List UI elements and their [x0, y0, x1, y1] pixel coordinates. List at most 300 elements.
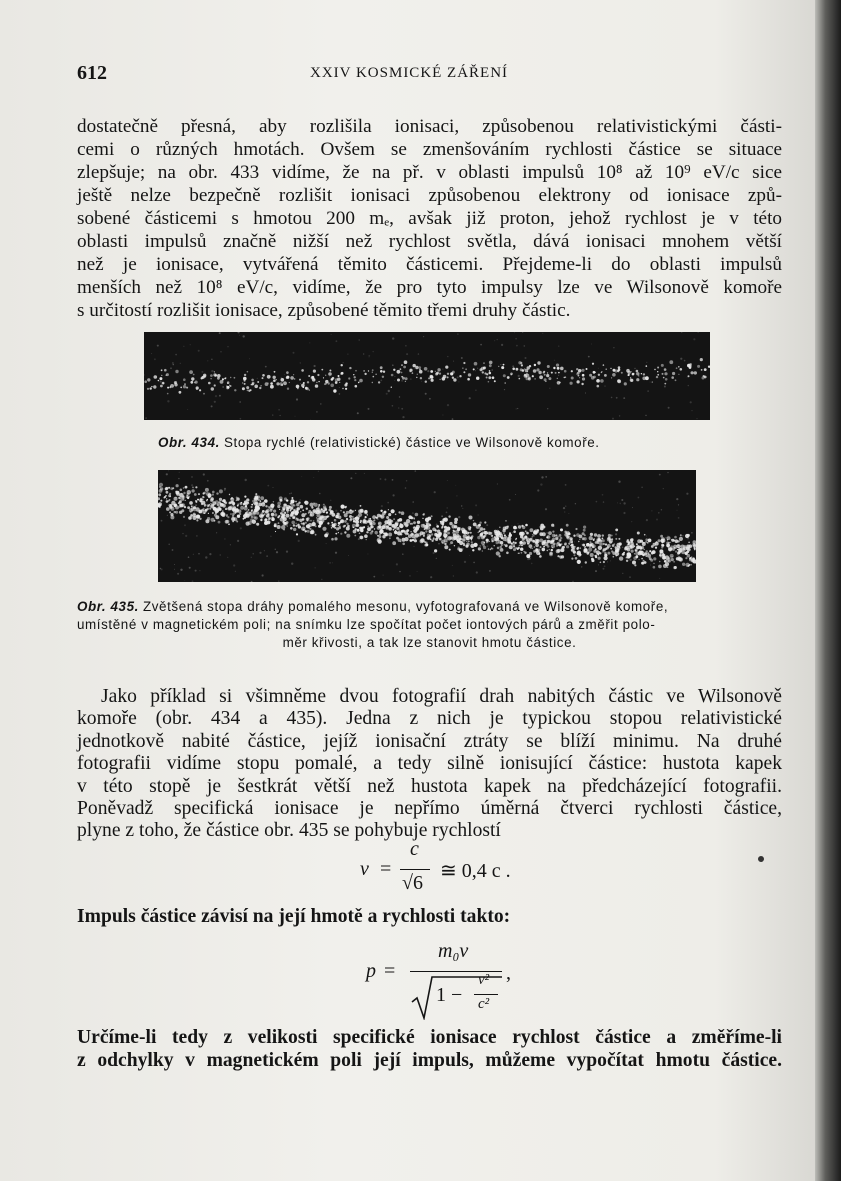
- track-droplet: [334, 519, 337, 522]
- track-droplet: [494, 380, 496, 382]
- track-droplet: [456, 539, 458, 541]
- background-grain: [434, 491, 436, 493]
- track-droplet: [483, 362, 485, 364]
- background-grain: [540, 483, 542, 485]
- background-grain: [515, 494, 516, 495]
- track-droplet: [232, 506, 236, 510]
- track-droplet: [544, 374, 546, 376]
- track-droplet: [534, 364, 536, 366]
- track-droplet: [244, 513, 248, 517]
- track-droplet: [227, 382, 229, 384]
- track-droplet: [633, 556, 637, 560]
- track-droplet: [539, 539, 543, 543]
- track-droplet: [626, 560, 628, 562]
- track-droplet: [209, 508, 211, 510]
- track-droplet: [579, 547, 581, 549]
- track-droplet: [613, 369, 616, 372]
- track-droplet: [257, 381, 259, 383]
- caption-line: měr křivosti, a tak lze stanovit hmotu částice.: [282, 635, 577, 650]
- track-droplet: [265, 518, 268, 521]
- track-droplet: [501, 366, 504, 369]
- background-grain: [278, 409, 280, 411]
- background-grain: [185, 535, 187, 537]
- track-droplet: [237, 515, 240, 518]
- track-droplet: [313, 370, 316, 373]
- track-droplet: [494, 530, 497, 533]
- background-grain: [160, 381, 162, 383]
- track-droplet: [279, 509, 280, 510]
- track-droplet: [281, 525, 285, 529]
- track-droplet: [627, 554, 631, 558]
- track-droplet: [556, 542, 560, 546]
- track-droplet: [367, 521, 369, 523]
- track-droplet: [520, 548, 523, 551]
- track-droplet: [611, 377, 612, 378]
- track-droplet: [395, 514, 397, 516]
- track-droplet: [361, 510, 364, 513]
- track-droplet: [613, 543, 615, 545]
- track-droplet: [457, 528, 461, 532]
- track-droplet: [391, 387, 392, 388]
- track-droplet: [447, 376, 449, 378]
- track-droplet: [359, 533, 361, 535]
- track-droplet: [687, 548, 691, 552]
- background-grain: [457, 376, 459, 378]
- track-droplet: [270, 509, 273, 512]
- track-droplet: [295, 501, 297, 503]
- track-droplet: [202, 496, 204, 498]
- track-droplet: [449, 549, 451, 551]
- track-droplet: [656, 541, 658, 543]
- track-droplet: [612, 552, 615, 555]
- background-grain: [415, 470, 417, 472]
- track-droplet: [303, 529, 305, 531]
- track-droplet: [583, 526, 586, 529]
- track-droplet: [254, 516, 257, 519]
- background-grain: [651, 510, 652, 511]
- track-droplet: [321, 515, 324, 518]
- track-droplet: [175, 370, 178, 373]
- track-droplet: [191, 489, 194, 492]
- track-droplet: [211, 387, 214, 390]
- track-droplet: [174, 383, 177, 386]
- track-droplet: [344, 506, 346, 508]
- text-line: z odchylky v magnetickém poli její impuls, můžeme vypočítat hmotu částice.: [77, 1050, 782, 1071]
- track-droplet: [480, 368, 483, 371]
- track-droplet: [483, 546, 486, 549]
- track-droplet: [610, 368, 611, 369]
- background-grain: [604, 565, 606, 567]
- track-droplet: [325, 383, 327, 385]
- track-droplet: [496, 541, 499, 544]
- track-droplet: [658, 565, 662, 569]
- track-droplet: [190, 381, 193, 384]
- background-grain: [659, 474, 661, 476]
- background-grain: [575, 503, 576, 504]
- background-grain: [479, 545, 481, 547]
- track-droplet: [370, 532, 373, 535]
- track-droplet: [400, 541, 401, 542]
- track-droplet: [367, 527, 371, 531]
- background-grain: [180, 363, 181, 364]
- track-droplet: [449, 536, 452, 539]
- text-line: cemi o různých hmotách. Ovšem se zmenšováním rychlosti částice se situace: [77, 139, 782, 160]
- track-droplet: [444, 530, 448, 534]
- track-droplet: [367, 531, 369, 533]
- track-droplet: [639, 550, 642, 553]
- track-droplet: [279, 382, 283, 386]
- track-droplet: [186, 495, 188, 497]
- track-droplet: [353, 518, 355, 520]
- track-droplet: [185, 486, 188, 489]
- background-grain: [531, 563, 533, 565]
- track-droplet: [466, 533, 467, 534]
- track-droplet: [602, 550, 603, 551]
- background-grain: [512, 365, 514, 367]
- text-line: ještě nelze bezpečně rozlišit ionisaci způsobenou elektrony od ionisace způ-: [77, 185, 782, 206]
- track-droplet: [582, 544, 585, 547]
- track-droplet: [565, 376, 567, 378]
- track-droplet: [237, 508, 238, 509]
- track-droplet: [409, 369, 412, 372]
- background-grain: [265, 366, 267, 368]
- track-droplet: [444, 538, 448, 542]
- track-droplet: [660, 555, 663, 558]
- background-grain: [211, 370, 213, 372]
- equation-velocity: [360, 838, 560, 898]
- background-grain: [512, 532, 513, 533]
- track-droplet: [646, 555, 648, 557]
- track-droplet: [286, 371, 289, 374]
- track-droplet: [214, 371, 215, 372]
- track-droplet: [671, 558, 674, 561]
- track-droplet: [313, 502, 315, 504]
- track-droplet: [378, 525, 381, 528]
- track-droplet: [425, 530, 427, 532]
- cloud-chamber-track-image: [144, 332, 710, 420]
- track-droplet: [515, 539, 517, 541]
- track-droplet: [471, 541, 473, 543]
- background-grain: [549, 388, 550, 389]
- background-grain: [539, 557, 540, 558]
- track-droplet: [525, 530, 527, 532]
- track-droplet: [168, 487, 170, 489]
- track-droplet: [498, 366, 499, 367]
- track-droplet: [291, 521, 295, 525]
- track-droplet: [331, 378, 334, 381]
- background-grain: [253, 553, 254, 554]
- track-droplet: [412, 372, 414, 374]
- track-droplet: [247, 390, 249, 392]
- track-droplet: [435, 529, 437, 531]
- background-grain: [145, 417, 147, 419]
- track-droplet: [579, 539, 580, 540]
- track-droplet: [355, 370, 357, 372]
- background-grain: [386, 393, 388, 395]
- track-droplet: [367, 514, 368, 515]
- track-droplet: [652, 550, 656, 554]
- background-grain: [167, 400, 169, 402]
- track-droplet: [461, 538, 463, 540]
- track-droplet: [158, 380, 160, 382]
- track-droplet: [404, 360, 408, 364]
- background-grain: [293, 352, 295, 354]
- background-grain: [615, 533, 617, 535]
- background-grain: [289, 493, 290, 494]
- track-droplet: [584, 548, 588, 552]
- track-droplet: [360, 536, 363, 539]
- track-droplet: [307, 381, 309, 383]
- background-grain: [563, 507, 565, 509]
- track-droplet: [402, 543, 405, 546]
- background-grain: [249, 358, 250, 359]
- background-grain: [512, 525, 513, 526]
- track-droplet: [643, 373, 645, 375]
- track-droplet: [648, 539, 652, 543]
- background-grain: [452, 418, 454, 420]
- track-droplet: [520, 368, 523, 371]
- track-droplet: [654, 369, 655, 370]
- track-droplet: [571, 370, 573, 372]
- track-droplet: [259, 387, 261, 389]
- track-droplet: [570, 382, 573, 385]
- track-droplet: [632, 561, 636, 565]
- background-grain: [417, 571, 418, 572]
- background-grain: [497, 339, 498, 340]
- track-droplet: [254, 385, 258, 389]
- background-grain: [380, 380, 382, 382]
- track-droplet: [273, 376, 276, 379]
- track-droplet: [466, 543, 469, 546]
- track-droplet: [265, 521, 269, 525]
- background-grain: [497, 484, 498, 485]
- track-droplet: [461, 528, 465, 532]
- background-grain: [621, 499, 623, 501]
- track-droplet: [527, 371, 529, 373]
- track-droplet: [685, 534, 689, 538]
- background-grain: [623, 502, 625, 504]
- track-droplet: [420, 377, 422, 379]
- background-grain: [547, 408, 548, 409]
- track-droplet: [167, 393, 169, 395]
- background-grain: [330, 525, 331, 526]
- track-droplet: [251, 504, 253, 506]
- track-droplet: [703, 375, 705, 377]
- track-droplet: [533, 535, 534, 536]
- background-grain: [290, 524, 292, 526]
- track-droplet: [178, 502, 180, 504]
- track-droplet: [212, 512, 214, 514]
- track-droplet: [299, 519, 302, 522]
- track-droplet: [661, 364, 664, 367]
- background-grain: [319, 493, 321, 495]
- track-droplet: [353, 374, 354, 375]
- track-droplet: [159, 489, 163, 493]
- track-droplet: [613, 556, 615, 558]
- background-grain: [314, 365, 316, 367]
- track-droplet: [694, 371, 697, 374]
- track-droplet: [502, 529, 505, 532]
- track-droplet: [664, 368, 667, 371]
- track-droplet: [634, 553, 635, 554]
- track-droplet: [215, 500, 219, 504]
- track-droplet: [184, 506, 186, 508]
- track-droplet: [634, 564, 636, 566]
- track-droplet: [452, 377, 454, 379]
- track-droplet: [345, 388, 347, 390]
- track-droplet: [414, 539, 417, 542]
- background-grain: [280, 415, 281, 416]
- track-droplet: [515, 547, 517, 549]
- background-grain: [243, 335, 245, 337]
- track-droplet: [346, 527, 350, 531]
- track-droplet: [665, 378, 668, 381]
- eq1-denominator: √6: [402, 872, 423, 894]
- background-grain: [518, 375, 520, 377]
- background-grain: [406, 353, 408, 355]
- background-grain: [369, 357, 370, 358]
- track-droplet: [562, 546, 564, 548]
- track-droplet: [195, 500, 197, 502]
- track-droplet: [557, 381, 561, 385]
- background-grain: [358, 339, 360, 341]
- track-droplet: [518, 525, 521, 528]
- track-droplet: [486, 377, 488, 379]
- photo-background: [144, 332, 710, 420]
- track-droplet: [229, 502, 232, 505]
- track-droplet: [239, 513, 241, 515]
- background-grain: [267, 485, 269, 487]
- background-grain: [201, 513, 202, 514]
- background-grain: [394, 380, 395, 381]
- background-grain: [175, 354, 177, 356]
- track-droplet: [401, 364, 403, 366]
- text-line: sobené částicemi s hmotou 200 mₑ, avšak již proton, jehož rychlost je v této: [77, 208, 782, 229]
- background-grain: [462, 508, 463, 509]
- track-droplet: [606, 369, 607, 370]
- text-line: Impuls částice závisí na její hmotě a rychlosti takto:: [77, 906, 511, 927]
- background-grain: [373, 576, 375, 578]
- background-grain: [245, 479, 247, 481]
- track-droplet: [183, 516, 185, 518]
- background-grain: [610, 560, 611, 561]
- background-grain: [172, 549, 174, 551]
- background-grain: [565, 484, 567, 486]
- background-grain: [534, 544, 535, 545]
- track-droplet: [566, 545, 569, 548]
- track-droplet: [150, 387, 152, 389]
- track-droplet: [604, 374, 607, 377]
- track-droplet: [218, 506, 220, 508]
- track-droplet: [335, 381, 338, 384]
- track-droplet: [426, 524, 429, 527]
- track-droplet: [228, 523, 230, 525]
- track-droplet: [378, 381, 380, 383]
- track-droplet: [453, 533, 457, 537]
- track-droplet: [377, 538, 381, 542]
- track-droplet: [590, 533, 593, 536]
- background-grain: [656, 519, 658, 521]
- track-droplet: [410, 531, 412, 533]
- track-droplet: [471, 546, 472, 547]
- track-droplet: [274, 524, 277, 527]
- track-droplet: [598, 557, 601, 560]
- track-droplet: [398, 528, 399, 529]
- track-droplet: [255, 503, 258, 506]
- background-grain: [187, 409, 188, 410]
- track-droplet: [628, 543, 630, 545]
- background-grain: [207, 480, 209, 482]
- track-droplet: [198, 499, 199, 500]
- track-droplet: [343, 511, 345, 513]
- track-droplet: [360, 520, 362, 522]
- track-droplet: [489, 370, 491, 372]
- track-droplet: [467, 378, 470, 381]
- track-droplet: [296, 523, 297, 524]
- track-droplet: [701, 369, 703, 371]
- track-droplet: [670, 542, 671, 543]
- track-droplet: [283, 381, 287, 385]
- track-droplet: [331, 511, 333, 513]
- background-grain: [331, 334, 332, 335]
- background-grain: [266, 555, 268, 557]
- background-grain: [661, 509, 662, 510]
- background-grain: [230, 544, 231, 545]
- background-grain: [322, 505, 323, 506]
- track-droplet: [503, 533, 505, 535]
- track-droplet: [203, 492, 205, 494]
- track-droplet: [203, 375, 206, 378]
- background-grain: [219, 395, 221, 397]
- track-droplet: [506, 552, 509, 555]
- track-droplet: [573, 535, 575, 537]
- track-droplet: [363, 521, 366, 524]
- track-droplet: [505, 520, 506, 521]
- track-droplet: [525, 376, 526, 377]
- background-grain: [182, 533, 183, 534]
- track-droplet: [230, 377, 231, 378]
- track-droplet: [382, 512, 386, 516]
- track-droplet: [289, 382, 290, 383]
- background-grain: [696, 418, 697, 419]
- eq1-numerator: c: [410, 838, 419, 860]
- background-grain: [458, 381, 459, 382]
- track-droplet: [222, 510, 224, 512]
- track-droplet: [659, 561, 661, 563]
- background-grain: [491, 369, 493, 371]
- track-droplet: [645, 541, 647, 543]
- track-droplet: [210, 503, 211, 504]
- track-droplet: [315, 384, 318, 387]
- track-droplet: [519, 378, 521, 380]
- track-droplet: [593, 538, 595, 540]
- track-droplet: [413, 527, 415, 529]
- track-droplet: [296, 518, 297, 519]
- track-droplet: [352, 510, 354, 512]
- track-droplet: [685, 557, 687, 559]
- track-droplet: [225, 508, 227, 510]
- track-droplet: [540, 524, 544, 528]
- track-droplet: [466, 541, 467, 542]
- background-grain: [350, 477, 352, 479]
- track-droplet: [567, 536, 571, 540]
- background-grain: [335, 552, 337, 554]
- track-droplet: [491, 535, 493, 537]
- background-grain: [172, 362, 173, 363]
- track-droplet: [555, 372, 557, 374]
- track-droplet: [372, 515, 376, 519]
- background-grain: [301, 476, 302, 477]
